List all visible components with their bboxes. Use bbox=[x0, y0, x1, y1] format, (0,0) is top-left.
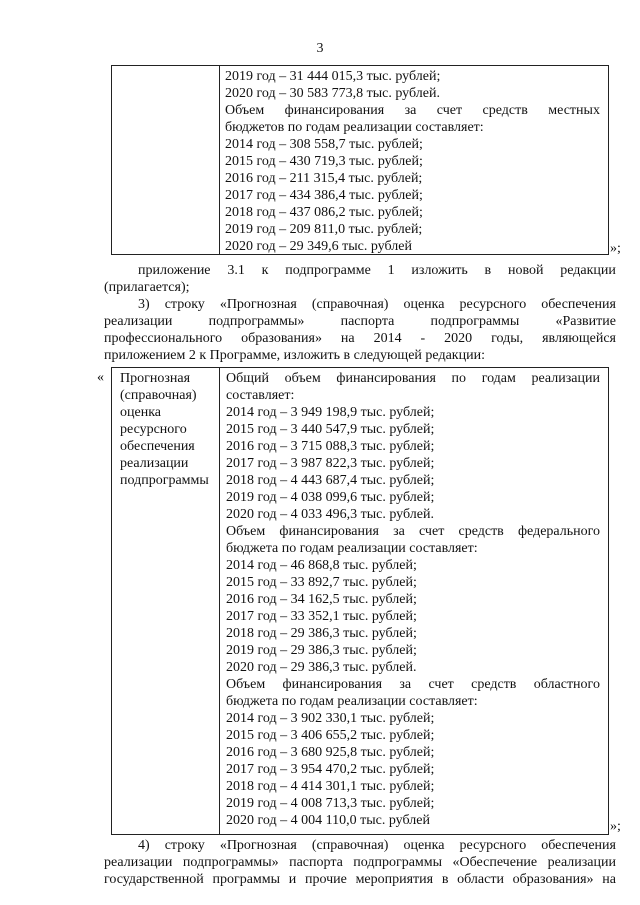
text-line: 2016 год – 3 680 925,8 тыс. рублей; bbox=[226, 745, 435, 760]
word: за bbox=[399, 677, 412, 692]
text-line: реализации bbox=[120, 456, 189, 471]
word: подпрограммы» bbox=[208, 314, 305, 329]
text-line: подпрограммы bbox=[120, 473, 209, 488]
word: Общий bbox=[226, 371, 269, 386]
text-line bbox=[104, 871, 616, 888]
word: (справочная) bbox=[311, 297, 389, 312]
word: федерального bbox=[517, 524, 600, 539]
word: являющейся bbox=[542, 331, 616, 346]
text-line: 2014 год – 308 558,7 тыс. рублей; bbox=[225, 137, 423, 152]
text-line: 2015 год – 33 892,7 тыс. рублей; bbox=[226, 575, 417, 590]
word: на bbox=[602, 872, 616, 887]
text-line: 2020 год – 30 583 773,8 тыс. рублей. bbox=[225, 86, 440, 101]
word: мероприятия bbox=[355, 872, 434, 887]
word: редакции bbox=[560, 263, 616, 278]
paragraph-item-3 bbox=[104, 296, 616, 364]
word: паспорта bbox=[289, 855, 343, 870]
text-line: 2015 год – 430 719,3 тыс. рублей; bbox=[225, 154, 423, 169]
word: годы, bbox=[491, 331, 524, 346]
word: финансирования bbox=[282, 677, 383, 692]
text-line: 2015 год – 3 440 547,9 тыс. рублей; bbox=[226, 422, 435, 437]
text-line bbox=[104, 313, 616, 330]
text-line bbox=[226, 523, 600, 540]
word: реализации bbox=[547, 855, 616, 870]
word: образования» bbox=[512, 872, 594, 887]
text-line: 2014 год – 46 868,8 тыс. рублей; bbox=[226, 558, 417, 573]
text-line: 2014 год – 3 902 330,1 тыс. рублей; bbox=[226, 711, 435, 726]
text-line: 2014 год – 3 949 198,9 тыс. рублей; bbox=[226, 405, 435, 420]
text-line: 2020 год – 29 349,6 тыс. рублей bbox=[225, 239, 412, 254]
word: и bbox=[288, 872, 297, 887]
word: средств bbox=[471, 677, 517, 692]
text-line: ресурсного bbox=[120, 422, 187, 437]
text-line bbox=[104, 330, 616, 347]
word: подпрограмме bbox=[285, 263, 371, 278]
text-line: 2017 год – 3 954 470,2 тыс. рублей; bbox=[226, 762, 435, 777]
word: изложить bbox=[411, 263, 468, 278]
text-line: 2019 год – 4 038 099,6 тыс. рублей; bbox=[226, 490, 435, 505]
table2-opening-mark: « bbox=[97, 370, 104, 385]
word: к bbox=[261, 263, 269, 278]
word: ресурсного bbox=[459, 297, 527, 312]
table2-right-cell bbox=[221, 368, 608, 834]
text-line: 2020 год – 4 004 110,0 тыс. рублей bbox=[226, 813, 430, 828]
text-line: (прилагается); bbox=[104, 280, 190, 295]
word: государственной bbox=[104, 872, 204, 887]
text-line: 2018 год – 437 086,2 тыс. рублей; bbox=[225, 205, 423, 220]
word: реализации bbox=[531, 371, 600, 386]
paragraph-item-4 bbox=[104, 837, 616, 888]
word: счет bbox=[419, 524, 445, 539]
word: строку bbox=[164, 297, 205, 312]
text-line: бюджета по годам реализации составляет: bbox=[226, 694, 478, 709]
word: 3) bbox=[138, 297, 150, 312]
word: образования» bbox=[241, 331, 322, 346]
page-number: 3 bbox=[316, 41, 324, 56]
text-line: 2019 год – 209 811,0 тыс. рублей; bbox=[225, 222, 423, 237]
word: счет bbox=[436, 103, 463, 118]
word: по bbox=[451, 371, 467, 386]
word: программы bbox=[212, 872, 281, 887]
word: 2020 bbox=[444, 331, 473, 346]
word: обеспечения bbox=[541, 297, 616, 312]
word: приложение bbox=[138, 263, 211, 278]
word: на bbox=[340, 331, 355, 346]
table1-left-cell bbox=[112, 66, 220, 254]
word: подпрограммы bbox=[353, 855, 443, 870]
text-line: 2018 год – 29 386,3 тыс. рублей; bbox=[226, 626, 417, 641]
table2-left-cell bbox=[112, 368, 220, 834]
word: в bbox=[441, 872, 449, 887]
text-line: 2018 год – 4 414 301,1 тыс. рублей; bbox=[226, 779, 435, 794]
word: средств bbox=[482, 103, 528, 118]
text-line: обеспечения bbox=[120, 439, 195, 454]
text-line: 2019 год – 4 008 713,3 тыс. рублей; bbox=[226, 796, 435, 811]
word: обеспечения bbox=[541, 838, 616, 853]
word: области bbox=[457, 872, 504, 887]
word: оценка bbox=[403, 838, 445, 853]
word: подпрограммы» bbox=[182, 855, 279, 870]
word: 4) bbox=[138, 838, 150, 853]
text-line: бюджетов по годам реализации составляет: bbox=[225, 120, 484, 135]
word: прочие bbox=[304, 872, 347, 887]
word: средств bbox=[458, 524, 504, 539]
word: (справочная) bbox=[311, 838, 389, 853]
text-line: 2020 год – 4 033 496,3 тыс. рублей. bbox=[226, 507, 434, 522]
text-line: 2017 год – 3 987 822,3 тыс. рублей; bbox=[226, 456, 435, 471]
text-line: приложением 2 к Программе, изложить в следующей редакции: bbox=[104, 348, 485, 363]
word: местных bbox=[548, 103, 600, 118]
table1-right-cell bbox=[220, 66, 608, 254]
word: ресурсного bbox=[459, 838, 527, 853]
word: счет bbox=[428, 677, 454, 692]
word: «Прогнозная bbox=[219, 838, 297, 853]
word: объем bbox=[284, 371, 321, 386]
word: 3.1 bbox=[227, 263, 245, 278]
text-line: 2019 год – 29 386,3 тыс. рублей; bbox=[226, 643, 417, 658]
word: новой bbox=[507, 263, 544, 278]
word: Объем bbox=[226, 677, 266, 692]
word: за bbox=[404, 103, 417, 118]
text-line bbox=[225, 102, 600, 119]
word: областного bbox=[533, 677, 600, 692]
word: - bbox=[420, 331, 426, 346]
table1-closing-mark: »; bbox=[610, 241, 621, 256]
text-line: оценка bbox=[120, 405, 162, 420]
text-line: 2020 год – 29 386,3 тыс. рублей. bbox=[226, 660, 417, 675]
word: строку bbox=[164, 838, 205, 853]
text-line bbox=[104, 837, 616, 854]
word: 1 bbox=[387, 263, 395, 278]
word: годам bbox=[481, 371, 516, 386]
word: в bbox=[484, 263, 492, 278]
word: Объем bbox=[226, 524, 266, 539]
word: финансирования bbox=[336, 371, 436, 386]
word: «Прогнозная bbox=[219, 297, 297, 312]
text-line: 2017 год – 434 386,4 тыс. рублей; bbox=[225, 188, 423, 203]
financing-table-2 bbox=[111, 367, 609, 835]
word: реализации bbox=[104, 314, 173, 329]
text-line bbox=[226, 676, 600, 693]
text-line: бюджета по годам реализации составляет: bbox=[226, 541, 478, 556]
word: Объем bbox=[225, 103, 265, 118]
word: оценка bbox=[403, 297, 445, 312]
word: финансирования bbox=[284, 103, 385, 118]
text-line: 2019 год – 31 444 015,3 тыс. рублей; bbox=[225, 69, 441, 84]
text-line: 2018 год – 4 443 687,4 тыс. рублей; bbox=[226, 473, 435, 488]
text-line: 2016 год – 3 715 088,3 тыс. рублей; bbox=[226, 439, 435, 454]
word: реализации bbox=[104, 855, 173, 870]
table2-closing-mark: »; bbox=[610, 819, 621, 834]
text-line bbox=[104, 854, 616, 871]
word: «Развитие bbox=[555, 314, 616, 329]
word: 2014 bbox=[373, 331, 402, 346]
word: профессионального bbox=[104, 331, 223, 346]
text-line: Прогнозная bbox=[120, 371, 191, 386]
paragraph-appendix bbox=[104, 262, 616, 296]
text-line: составляет: bbox=[226, 388, 295, 403]
word: финансирования bbox=[279, 524, 379, 539]
text-line: 2017 год – 33 352,1 тыс. рублей; bbox=[226, 609, 417, 624]
text-line: 2016 год – 211 315,4 тыс. рублей; bbox=[225, 171, 423, 186]
word: подпрограммы bbox=[430, 314, 520, 329]
text-line bbox=[104, 296, 616, 313]
financing-table-1 bbox=[111, 65, 609, 255]
text-line bbox=[226, 370, 600, 387]
word: паспорта bbox=[340, 314, 395, 329]
word: «Обеспечение bbox=[452, 855, 538, 870]
text-line: 2015 год – 3 406 655,2 тыс. рублей; bbox=[226, 728, 435, 743]
text-line: 2016 год – 34 162,5 тыс. рублей; bbox=[226, 592, 417, 607]
text-line: (справочная) bbox=[120, 388, 197, 403]
text-line bbox=[104, 262, 616, 279]
word: за bbox=[393, 524, 405, 539]
